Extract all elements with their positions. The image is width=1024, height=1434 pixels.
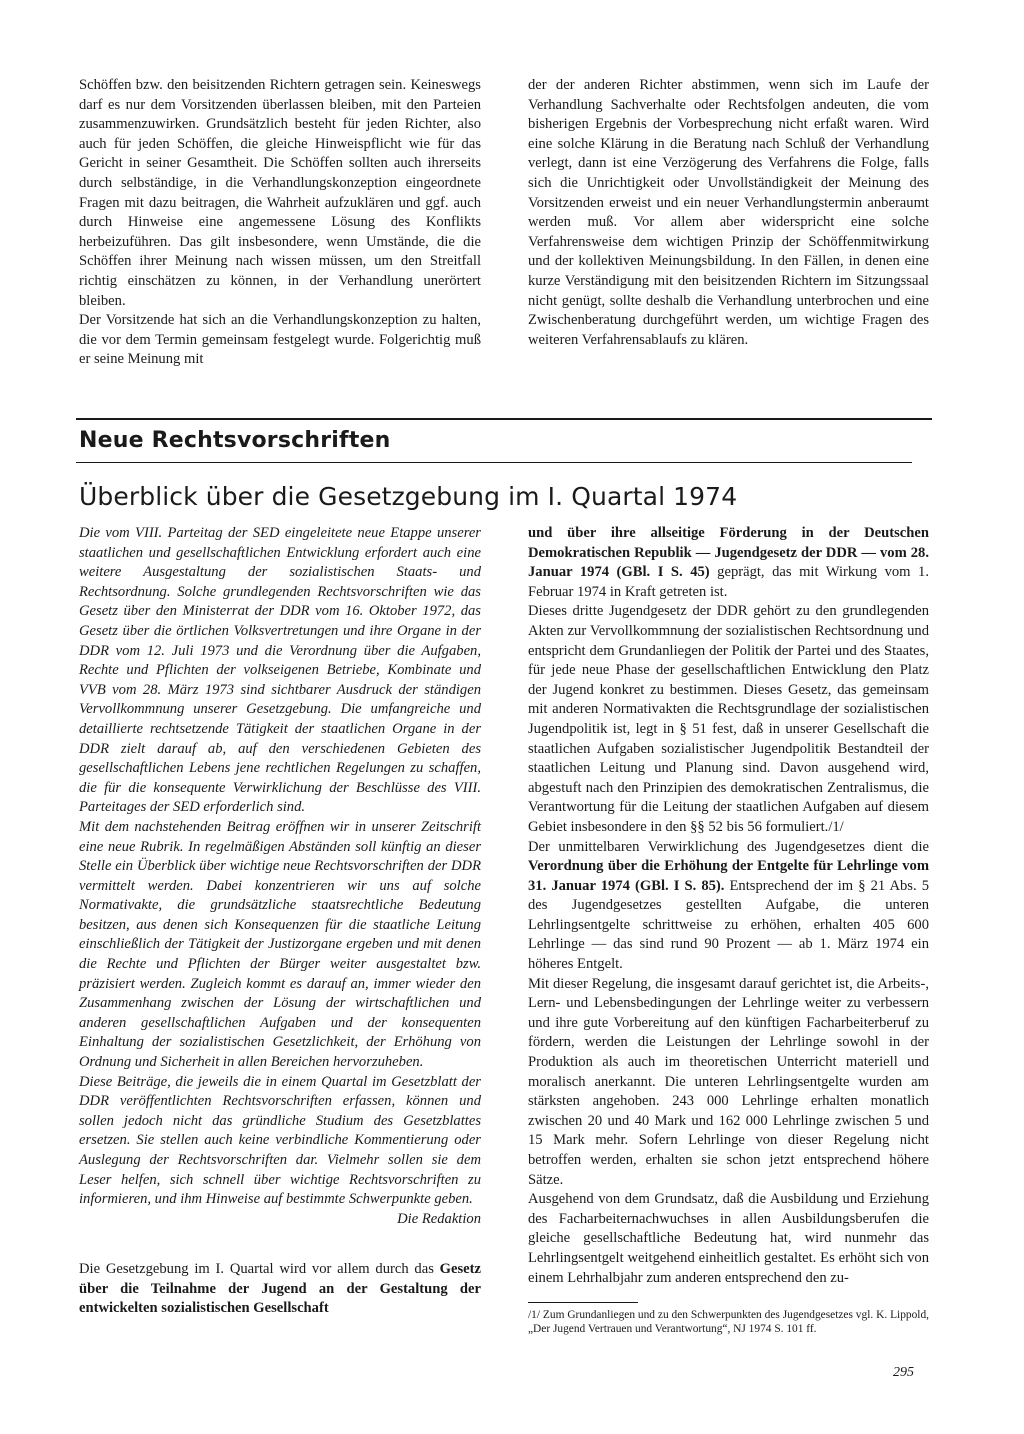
section-rule-bottom (76, 462, 912, 463)
law-title: und über ihre allseitige Förderung in der Deutschen Demokratischen Republik — Jugendgesetz der DDR — vom 28. Januar 1974 (GBl. I S. 45) (528, 525, 929, 581)
paragraph (79, 1260, 481, 1319)
editorial-signature-line (79, 1210, 481, 1230)
law-title: Verordnung über die Erhöhung der Entgelte für Lehrlinge vom 31. Januar 1974 (GBl. I S. 85). (528, 858, 929, 894)
text-run: Der unmittelbaren Verwirklichung des Jugendgesetzes dient die (528, 838, 929, 855)
text-run: geprägt, das mit Wirkung vom 1. Februar 1974 in Kraft getreten ist. (528, 564, 929, 600)
paragraph (528, 524, 929, 602)
paragraph: Mit dieser Regelung, die insgesamt darauf gerichtet ist, die Arbeits-, Lern- und Lebensbedingungen der Lehrlinge weiter zu verbessern und ihre gute Vorbereitung auf den künftigen Facharbeiterberuf zu fördern, werden die Leistungen der Lehrlinge sowohl in der Produktion als auch im theoretischen Unterricht materiell und moralisch anerkannt. Die unteren Lehrlingsentgelte wurden am stärksten angehoben. 243 000 Lehrlinge erhalten monatlich zwischen 20 und 40 Mark und 162 000 Lehrlinge zwischen 5 und 15 Mark mehr. Sofern Lehrlinge von dieser Regelung nicht betroffen werden, erhalten sie schon jetzt entsprechend höhere Sätze. (528, 975, 929, 1188)
bottom-left-column (79, 1260, 481, 1319)
paragraph: Dieses dritte Jugendgesetz der DDR gehört zu den grundlegenden Akten zur Vervollkommnung der sozialistischen Rechtsordnung und entspricht dem Grundanliegen der Politik der Partei und des Staates, für jede neue Phase der gesellschaftlichen Entwicklung den Platz der Jugend konkret zu bestimmen. Dieses Gesetz, das gemeinsam mit anderen Normativakten die Rechtsgrundlage der sozialistischen Jugendpolitik ist, legt in § 51 fest, daß in unserer Gesellschaft die staatlichen Aufgaben sozialistischer Jugendpolitik Bestandteil der staatlichen Leitung und Planung sind. Davon ausgehend wird, abgestuft nach den Prinzipien des demokratischen Zentralismus, die Verantwortung für die Leitung der staatlichen Aufgaben auf diesem Gebiet insbesondere in den §§ 52 bis 56 formuliert./1/ (528, 603, 929, 835)
footnote: /1/ Zum Grundanliegen und zu den Schwerpunkten des Jugendgesetzes vgl. K. Lippold, „Der Jugend Vertrauen und Verantwortung“, NJ 1974 S. 101 ff. (528, 1309, 929, 1335)
lead-paragraph: Diese Beiträge, die jeweils die in einem Quartal im Gesetzblatt der DDR veröffentlichten Rechtsvorschriften erfassen, können und sollen jedoch nicht das gründliche Studium des Gesetzblattes ersetzen. Sie stellen auch keine verbindliche Kommentierung oder Auslegung der Rechtsvorschriften dar. Vielmehr sollen sie dem Leser helfen, sich schnell über wichtige Rechtsvorschriften zu informieren, und ihm Hinweise auf bestimmte Schwerpunkte geben. (79, 1073, 481, 1208)
editorial-signature: Die Redaktion (397, 1210, 481, 1227)
text-run: Die Gesetzgebung im I. Quartal wird vor allem durch das (79, 1261, 440, 1277)
paragraph: der der anderen Richter abstimmen, wenn sich im Laufe der Verhandlung Sachverhalte oder Rechtsfolgen andeuten, die vom bisherigen Ergebnis der Vorbesprechung nicht erfaßt waren. Wird eine solche Klärung in die Beratung nach Schluß der Verhandlung verlegt, dann ist eine Verzögerung des Verfahrens die Folge, falls sich die Unrichtigkeit oder Unvollständigkeit der Meinung des Vorsitzenden erweist und ein neuer Verhandlungstermin anberaumt werden muß. Vor allem aber widerspricht eine solche Verfahrensweise dem wichtigen Prinzip der Schöffenmitwirkung und der kollektiven Meinungsbildung. In den Fällen, in denen eine kurze Verständigung mit den beisitzenden Richtern im Sitzungssaal nicht genügt, sollte deshalb die Verhandlung unterbrochen und eine Zwischenberatung durchgeführt werden, um wichtige Fragen des weiteren Verfahrensablaufs zu klären. (528, 77, 929, 348)
footnote-rule (528, 1302, 638, 1303)
top-left-column (79, 76, 481, 370)
section-title: Neue Rechtsvorschriften (79, 428, 391, 453)
top-right-column (528, 76, 929, 350)
article-title: Überblick über die Gesetzgebung im I. Quartal 1974 (79, 482, 738, 511)
paragraph: Schöffen bzw. den beisitzenden Richtern getragen sein. Keineswegs darf es nur dem Vorsitzenden überlassen bleiben, mit den Parteien zusammenzuwirken. Grundsätzlich besteht für jeden Richter, also auch für jeden Schöffen, die gleiche Hinweispflicht wie für das Gericht in seiner Gesamtheit. Die Schöffen sollten auch ihrerseits durch selbständige, in die Verhandlungskonzeption eingeordnete Fragen mit dazu beitragen, die Wahrheit aufzuklären und ggf. auch durch Hinweise eine angemessene Lösung des Konflikts herbeizuführen. Das gilt insbesondere, wenn Umstände, die die Schöffen ihrer Meinung nach wissen müssen, um den Streitfall richtig einschätzen zu können, in der Verhandlung unerörtert bleiben. (79, 77, 481, 309)
page-number: 295 (893, 1365, 914, 1380)
editorial-lead (79, 524, 481, 1229)
paragraph (528, 838, 929, 975)
paragraph: Ausgehend von dem Grundsatz, daß die Ausbildung und Erziehung des Facharbeiternachwuchses in allen Ausbildungsberufen die gleiche gesellschaftliche Bedeutung hat, wird nunmehr das Lehrlingsentgelt weitgehend einheitlich gestaltet. Es erhöht sich von einem Lehrhalbjahr zum anderen entsprechend den zu- (528, 1191, 929, 1286)
section-rule-top (76, 418, 932, 420)
lead-paragraph: Mit dem nachstehenden Beitrag eröffnen wir in unserer Zeitschrift eine neue Rubrik. In regelmäßigen Abständen soll künftig an dieser Stelle ein Überblick über wichtige neue Rechtsvorschriften der DDR vermittelt werden. Dabei konzentrieren wir uns auf solche Normativakte, die grundsätzliche staatsrechtliche Bedeutung besitzen, aus denen sich Konsequenzen für die staatliche Leitung einschließlich der Tätigkeit der Justizorgane ergeben und mit denen die Rechte und Pflichten der Bürger weiter ausgestaltet bzw. präzisiert werden. Zugleich kommt es darauf an, immer wieder den Zusammenhang zwischen der Lösung der wirtschaftlichen und anderen gesellschaftlichen Aufgaben und der konsequenten Einhaltung der sozialistischen Gesetzlichkeit, der Erhöhung von Ordnung und Sicherheit in allen Bereichen hervorzuheben. (79, 818, 481, 1071)
lead-paragraph: Die vom VIII. Parteitag der SED eingeleitete neue Etappe unserer staatlichen und gesellschaftlichen Entwicklung erfordert auch eine weitere Ausgestaltung der sozialistischen Staats- und Rechtsordnung. Solche grundlegenden Rechtsvorschriften wie das Gesetz über den Ministerrat der DDR vom 16. Oktober 1972, das Gesetz über die örtlichen Volksvertretungen und ihre Organe in der DDR vom 12. Juli 1973 und die Verordnung über die Aufgaben, Rechte und Pflichten der volkseigenen Betriebe, Kombinate und VVB vom 28. März 1973 sind sichtbarer Ausdruck der ständigen Vervollkommnung unserer Gesetzgebung. Die umfangreiche und detaillierte rechtsetzende Tätigkeit der staatlichen Organe in der DDR zielt darauf ab, auf den verschiedenen Gebieten des gesellschaftlichen Lebens jene rechtlichen Regelungen zu schaffen, die für die konsequente Verwirklichung der Beschlüsse des VIII. Parteitages der SED erforderlich sind. (79, 525, 481, 816)
text-run: Entsprechend der im § 21 Abs. 5 des Jugendgesetzes gestellten Aufgabe, die unteren Lehrlingsentgelte schrittweise zu erhöhen, erhalten 405 600 Lehrlinge — das sind rund 90 Prozent — ab 1. März 1974 ein höheres Entgelt. (528, 877, 929, 973)
bottom-right-column (528, 524, 929, 1288)
paragraph: Der Vorsitzende hat sich an die Verhandlungskonzeption zu halten, die vor dem Termin gemeinsam festgelegt wurde. Folgerichtig muß er seine Meinung mit (79, 312, 481, 368)
law-title: Gesetz über die Teilnahme der Jugend an der Gestaltung der entwickelten sozialistischen Gesellschaft (79, 1261, 481, 1317)
